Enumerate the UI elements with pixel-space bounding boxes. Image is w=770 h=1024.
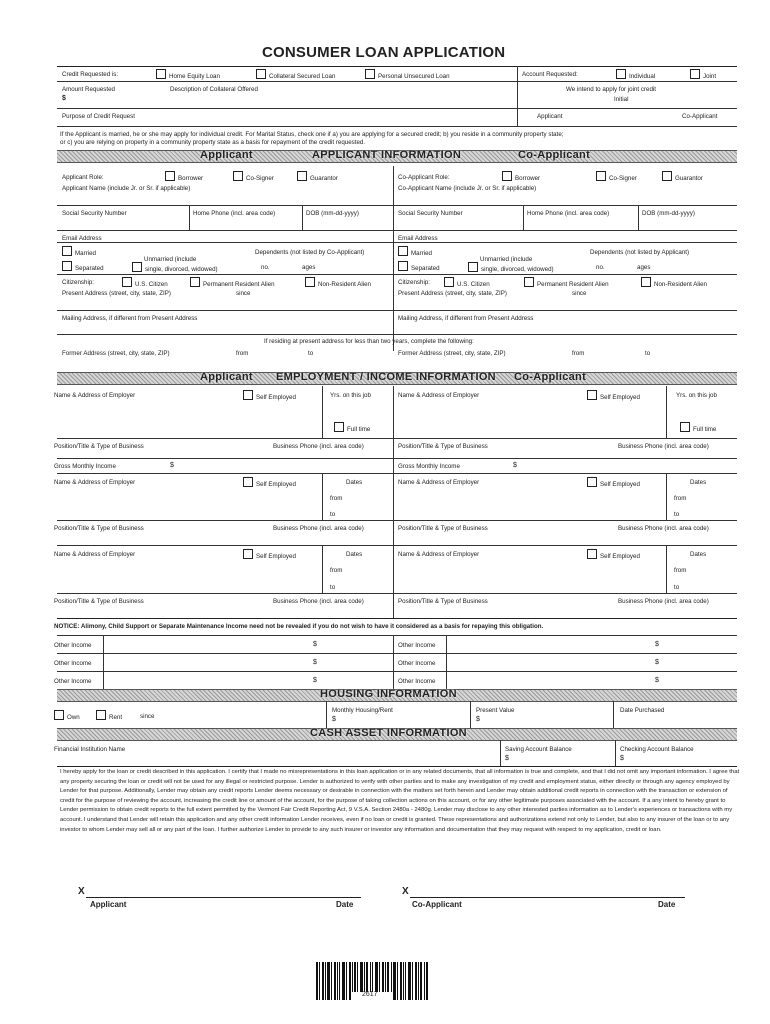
coapplicant-since[interactable]: since: [572, 290, 587, 297]
coapplicant-ssn-label[interactable]: Social Security Number: [398, 210, 463, 217]
applicant-separated[interactable]: Separated: [62, 261, 104, 272]
collateral-description-label: Description of Collateral Offered: [170, 86, 258, 93]
applicant-position-3[interactable]: Position/Title & Type of Business: [54, 598, 144, 605]
present-value-label: Present Value: [476, 707, 515, 714]
applicant-non-resident[interactable]: Non-Resident Alien: [305, 277, 371, 288]
applicant-dates-3: Dates: [346, 551, 363, 558]
amount-requested-label: Amount Requested: [62, 86, 115, 93]
coapplicant-employer-3[interactable]: Name & Address of Employer: [398, 551, 480, 558]
applicant-business-phone-2[interactable]: Business Phone (incl. area code): [273, 525, 364, 532]
checkbox[interactable]: [256, 69, 266, 79]
coapplicant-borrower[interactable]: Borrower: [502, 171, 540, 182]
coapplicant-mailing-address[interactable]: Mailing Address, if different from Present Address: [398, 315, 534, 322]
marital-notice-1: If the Applicant is married, he or she may apply for individual credit. For Marital Status, check one if a) you are applying for a secured credit; b) you reside in a community property state;: [60, 131, 564, 138]
initial-coapplicant-label: Co-Applicant: [682, 113, 718, 120]
coapplicant-cosigner[interactable]: Co-Signer: [596, 171, 637, 182]
coapplicant-former-address[interactable]: Former Address (street, city, state, ZIP): [398, 350, 506, 357]
band-cash: CASH ASSET INFORMATION: [310, 727, 467, 739]
coapplicant-business-phone-1[interactable]: Business Phone (incl. area code): [618, 443, 709, 450]
coapplicant-other-income-2: Other Income: [398, 660, 436, 667]
checkbox[interactable]: [62, 246, 72, 256]
certification-text: I hereby apply for the loan or credit described in this application. I certify that I made no misrepresentations in this loan application or in any related documents, that all information is true and complete, and that I did not omit any important information. I agree that any property securing the loan or credit will not be used for any illegal or restricted purpose. Lender is authorized to verify with other parties and to make any investigation of my credit and employment status, either directly or through any agency employed by Lender for that purpose. Additionally, Lender may obtain any credit reports Lender deems necessary or desirable in connection with the matters set forth herein and Lender may obtain additional credit reports in connection with the transaction or extension of credit for the purpose of reviewing the account, increasing the credit line or amount of the account, for the purpose of taking collection actions on this account, or for any other legitimate purposes associated with the account. If a any intent to hereby grant to Lender permission to obtain credit reports to the full extent permitted by the Vermont Fair Credit Reporting Act, 9 V.S.A. Section 2480a - 2480g. Lender may disclose to any other interested parties information as to Lender's experiences or transactions with my account. I understand that Lender will retain this application and any other credit information Lender receives, even if no loan or credit is granted. These representations and authorizations extend not only to Lender, but also to any insurer of the loan or to any investor to whom Lender may sell all or any part of the loan. I further authorize Lender to provide to any such insurer or investor any information and documentation that they may request with respect to my application, credit or loan.: [60, 769, 740, 833]
joint-intent-label: We intend to apply for joint credit: [566, 86, 656, 93]
coapplicant-dates-3: Dates: [690, 551, 707, 558]
checkbox[interactable]: [62, 261, 72, 271]
applicant-employer-3[interactable]: Name & Address of Employer: [54, 551, 136, 558]
applicant-role-label: Applicant Role:: [62, 174, 104, 181]
band-coapplicant-right: Co-Applicant: [518, 149, 591, 161]
coapplicant-former-to[interactable]: to: [645, 350, 651, 357]
band-employment-coapplicant: Co-Applicant: [514, 371, 587, 383]
checkbox[interactable]: [233, 171, 243, 181]
applicant-other-income-3: Other Income: [54, 678, 92, 685]
checkbox[interactable]: [587, 477, 597, 487]
applicant-self-employed-3[interactable]: Self Employed: [243, 549, 296, 560]
applicant-present-address[interactable]: Present Address (street, city, state, ZIP): [62, 290, 171, 297]
monthly-housing-label: Monthly Housing/Rent: [332, 707, 393, 714]
checkbox[interactable]: [524, 277, 534, 287]
checkbox[interactable]: [662, 171, 672, 181]
coapplicant-unmarried[interactable]: single, divorced, widowed): [468, 262, 554, 273]
coapplicant-full-time[interactable]: Full time: [680, 422, 716, 433]
applicant-gross-dollar[interactable]: $: [170, 462, 174, 469]
applicant-other-dollar-2[interactable]: $: [313, 659, 317, 666]
individual-option[interactable]: Individual: [616, 69, 655, 80]
applicant-signature-line[interactable]: [86, 897, 361, 898]
checkbox[interactable]: [305, 277, 315, 287]
checkbox[interactable]: [398, 261, 408, 271]
applicant-from-2[interactable]: from: [330, 495, 343, 502]
checkbox[interactable]: [398, 246, 408, 256]
coapplicant-from-2[interactable]: from: [674, 495, 687, 502]
checkbox[interactable]: [502, 171, 512, 181]
checkbox[interactable]: [132, 262, 142, 272]
joint-option[interactable]: Joint: [690, 69, 716, 80]
checkbox[interactable]: [334, 422, 344, 432]
applicant-perm-resident[interactable]: Permanent Resident Alien: [190, 277, 275, 288]
applicant-employer-2[interactable]: Name & Address of Employer: [54, 479, 136, 486]
applicant-email-label[interactable]: Email Address: [62, 235, 102, 242]
applicant-mailing-address[interactable]: Mailing Address, if different from Present Address: [62, 315, 198, 322]
coapplicant-self-employed-1[interactable]: Self Employed: [587, 390, 640, 401]
checkbox[interactable]: [297, 171, 307, 181]
applicant-full-time[interactable]: Full time: [334, 422, 370, 433]
checkbox[interactable]: [444, 277, 454, 287]
checkbox[interactable]: [165, 171, 175, 181]
coapplicant-date-label: Date: [658, 900, 676, 909]
applicant-business-phone-3[interactable]: Business Phone (incl. area code): [273, 598, 364, 605]
coapplicant-business-phone-3[interactable]: Business Phone (incl. area code): [618, 598, 709, 605]
purpose-label: Purpose of Credit Request: [62, 113, 135, 120]
coapplicant-gross-dollar[interactable]: $: [513, 462, 517, 469]
coapplicant-to-3[interactable]: to: [674, 584, 680, 591]
coapplicant-to-2[interactable]: to: [674, 511, 680, 518]
coapplicant-other-dollar-3[interactable]: $: [655, 677, 659, 684]
marital-notice-2: or c) you are relying on property in a community property state as a basis for repayment of the credit requested.: [60, 139, 366, 146]
applicant-dob-label[interactable]: DOB (mm-dd-yyyy): [306, 210, 359, 217]
applicant-other-income-1: Other Income: [54, 642, 92, 649]
checkbox[interactable]: [122, 277, 132, 287]
coapplicant-home-phone-label[interactable]: Home Phone (incl. area code): [527, 210, 610, 217]
housing-own[interactable]: Own: [54, 710, 80, 721]
coapplicant-dob-label[interactable]: DOB (mm-dd-yyyy): [642, 210, 695, 217]
checkbox[interactable]: [587, 549, 597, 559]
present-value-dollar[interactable]: $: [476, 716, 480, 723]
personal-unsecured-option[interactable]: Personal Unsecured Loan: [365, 69, 450, 80]
checkbox[interactable]: [243, 549, 253, 559]
credit-requested-label: Credit Requested is:: [62, 71, 119, 78]
band-applicant-info: APPLICANT INFORMATION: [312, 149, 462, 161]
alimony-notice: NOTICE: Alimony, Child Support or Separate Maintenance Income need not be revealed if you do not wish to have it considered as a basis for repaying this obligation.: [54, 623, 544, 630]
checkbox[interactable]: [468, 262, 478, 272]
coapplicant-dependents-no[interactable]: no.: [596, 264, 605, 271]
applicant-dependents-ages[interactable]: ages: [302, 264, 316, 271]
coapplicant-signature-label: Co-Applicant: [412, 900, 462, 909]
coapplicant-married[interactable]: Married: [398, 246, 432, 257]
checkbox[interactable]: [616, 69, 626, 79]
applicant-self-employed-1[interactable]: Self Employed: [243, 390, 296, 401]
applicant-date-label: Date: [336, 900, 354, 909]
coapplicant-separated[interactable]: Separated: [398, 261, 440, 272]
checkbox[interactable]: [690, 69, 700, 79]
home-equity-option[interactable]: Home Equity Loan: [156, 69, 220, 80]
date-purchased-label[interactable]: Date Purchased: [620, 707, 665, 714]
checking-balance-label: Checking Account Balance: [620, 746, 694, 753]
coapplicant-dependents-label: Dependents (not listed by Applicant): [590, 249, 690, 256]
coapplicant-non-resident[interactable]: Non-Resident Alien: [641, 277, 707, 288]
coapplicant-role-label: Co-Applicant Role:: [398, 174, 450, 181]
applicant-unmarried-line1: Unmarried (include: [144, 256, 197, 263]
checkbox[interactable]: [243, 477, 253, 487]
applicant-other-dollar-3[interactable]: $: [313, 677, 317, 684]
checkbox[interactable]: [596, 171, 606, 181]
band-housing: HOUSING INFORMATION: [320, 688, 457, 700]
amount-dollar[interactable]: $: [62, 95, 66, 102]
saving-balance-label: Saving Account Balance: [505, 746, 572, 753]
applicant-us-citizen[interactable]: U.S. Citizen: [122, 277, 168, 288]
monthly-housing-dollar[interactable]: $: [332, 716, 336, 723]
coapplicant-other-income-3: Other Income: [398, 678, 436, 685]
coapplicant-business-phone-2[interactable]: Business Phone (incl. area code): [618, 525, 709, 532]
initial-applicant-label: Applicant: [537, 113, 563, 120]
coapplicant-signature-x: X: [402, 886, 409, 897]
coapplicant-email-label[interactable]: Email Address: [398, 235, 438, 242]
financial-institution-label[interactable]: Financial Institution Name: [54, 746, 126, 753]
coapplicant-dates-2: Dates: [690, 479, 707, 486]
applicant-home-phone-label[interactable]: Home Phone (incl. area code): [193, 210, 276, 217]
checkbox[interactable]: [54, 710, 64, 720]
checkbox[interactable]: [156, 69, 166, 79]
housing-rent[interactable]: Rent: [96, 710, 122, 721]
coapplicant-name-label[interactable]: Co-Applicant Name (include Jr. or Sr. if applicable): [398, 185, 537, 192]
coapplicant-signature-line[interactable]: [410, 897, 685, 898]
coapplicant-gross-income: Gross Monthly Income: [398, 463, 460, 470]
applicant-signature-x: X: [78, 886, 85, 897]
applicant-former-to[interactable]: to: [308, 350, 314, 357]
coapplicant-employer-2[interactable]: Name & Address of Employer: [398, 479, 480, 486]
coapplicant-other-income-1: Other Income: [398, 642, 436, 649]
band-employment-applicant: Applicant: [200, 371, 253, 383]
checkbox[interactable]: [587, 390, 597, 400]
coapplicant-employer-1[interactable]: Name & Address of Employer: [398, 392, 480, 399]
coapplicant-present-address[interactable]: Present Address (street, city, state, ZIP): [398, 290, 507, 297]
coapplicant-position-1[interactable]: Position/Title & Type of Business: [398, 443, 488, 450]
coapplicant-self-employed-3[interactable]: Self Employed: [587, 549, 640, 560]
applicant-gross-income: Gross Monthly Income: [54, 463, 116, 470]
coapplicant-self-employed-2[interactable]: Self Employed: [587, 477, 640, 488]
checkbox[interactable]: [96, 710, 106, 720]
applicant-business-phone-1[interactable]: Business Phone (incl. area code): [273, 443, 364, 450]
coapplicant-dependents-ages[interactable]: ages: [637, 264, 651, 271]
applicant-citizenship-label: Citizenship:: [62, 279, 94, 286]
coapplicant-us-citizen[interactable]: U.S. Citizen: [444, 277, 490, 288]
applicant-married[interactable]: Married: [62, 246, 96, 257]
housing-since[interactable]: since: [140, 713, 155, 720]
applicant-other-income-2: Other Income: [54, 660, 92, 667]
coapplicant-other-dollar-1[interactable]: $: [655, 641, 659, 648]
applicant-former-from[interactable]: from: [236, 350, 249, 357]
checkbox[interactable]: [243, 390, 253, 400]
applicant-employer-1[interactable]: Name & Address of Employer: [54, 392, 136, 399]
applicant-dates-2: Dates: [346, 479, 363, 486]
applicant-ssn-label[interactable]: Social Security Number: [62, 210, 127, 217]
applicant-to-3[interactable]: to: [330, 584, 336, 591]
checkbox[interactable]: [641, 277, 651, 287]
coapplicant-position-3[interactable]: Position/Title & Type of Business: [398, 598, 488, 605]
form-title: CONSUMER LOAN APPLICATION: [262, 44, 506, 61]
applicant-since[interactable]: since: [236, 290, 251, 297]
applicant-to-2[interactable]: to: [330, 511, 336, 518]
checking-balance-dollar[interactable]: $: [620, 755, 624, 762]
saving-balance-dollar[interactable]: $: [505, 755, 509, 762]
applicant-self-employed-2[interactable]: Self Employed: [243, 477, 296, 488]
applicant-position-2[interactable]: Position/Title & Type of Business: [54, 525, 144, 532]
applicant-dependents-no[interactable]: no.: [261, 264, 270, 271]
coapplicant-former-from[interactable]: from: [572, 350, 585, 357]
residing-note: If residing at present address for less than two years, complete the following:: [264, 338, 474, 345]
coapplicant-guarantor[interactable]: Guarantor: [662, 171, 703, 182]
applicant-former-address[interactable]: Former Address (street, city, state, ZIP): [62, 350, 170, 357]
coapplicant-from-3[interactable]: from: [674, 567, 687, 574]
checkbox[interactable]: [680, 422, 690, 432]
coapplicant-unmarried-line1: Unmarried (include: [480, 256, 533, 263]
initial-label[interactable]: Initial: [614, 96, 629, 103]
barcode-number: 2617: [362, 991, 378, 998]
band-employment: EMPLOYMENT / INCOME INFORMATION: [276, 371, 496, 383]
applicant-borrower[interactable]: Borrower: [165, 171, 203, 182]
applicant-yrs-on-job[interactable]: Yrs. on this job: [330, 392, 371, 399]
applicant-guarantor[interactable]: Guarantor: [297, 171, 338, 182]
coapplicant-yrs-on-job[interactable]: Yrs. on this job: [676, 392, 717, 399]
checkbox[interactable]: [190, 277, 200, 287]
applicant-position-1[interactable]: Position/Title & Type of Business: [54, 443, 144, 450]
applicant-name-label[interactable]: Applicant Name (include Jr. or Sr. if applicable): [62, 185, 191, 192]
coapplicant-citizenship-label: Citizenship:: [398, 279, 430, 286]
account-requested-label: Account Requested:: [522, 71, 578, 78]
coapplicant-other-dollar-2[interactable]: $: [655, 659, 659, 666]
coapplicant-position-2[interactable]: Position/Title & Type of Business: [398, 525, 488, 532]
band-applicant-left: Applicant: [200, 149, 253, 161]
applicant-other-dollar-1[interactable]: $: [313, 641, 317, 648]
collateral-secured-option[interactable]: Collateral Secured Loan: [256, 69, 335, 80]
applicant-dependents-label: Dependents (not listed by Co-Applicant): [255, 249, 365, 256]
checkbox[interactable]: [365, 69, 375, 79]
applicant-from-3[interactable]: from: [330, 567, 343, 574]
applicant-unmarried[interactable]: single, divorced, widowed): [132, 262, 218, 273]
applicant-cosigner[interactable]: Co-Signer: [233, 171, 274, 182]
applicant-signature-label: Applicant: [90, 900, 127, 909]
coapplicant-perm-resident[interactable]: Permanent Resident Alien: [524, 277, 609, 288]
